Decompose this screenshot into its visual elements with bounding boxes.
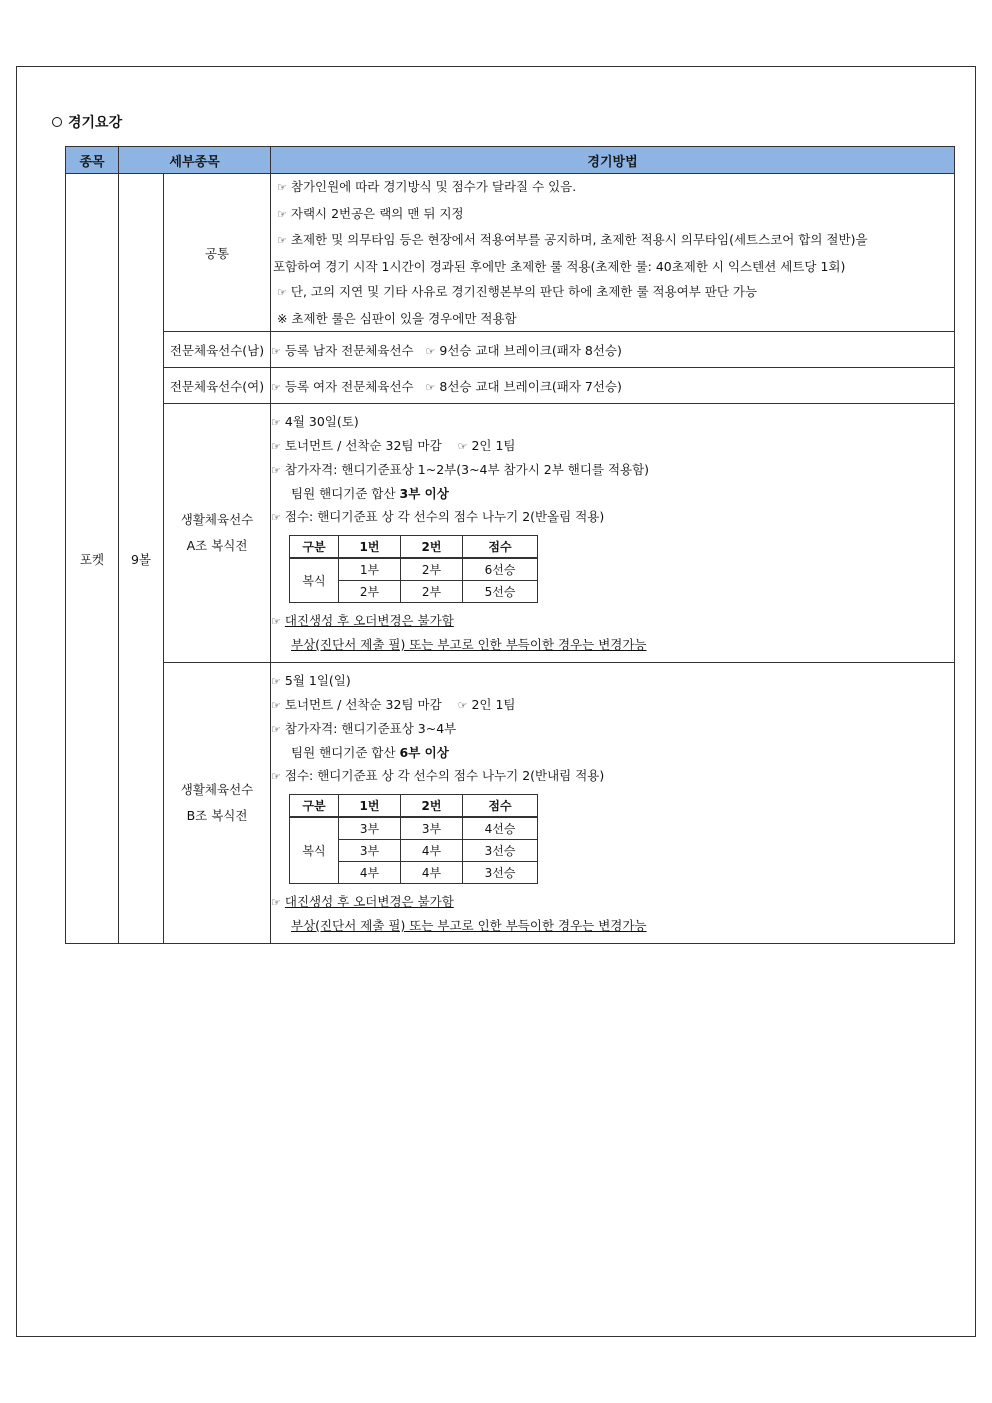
competition-table <box>65 146 955 944</box>
hand-pointer-icon: ☞ <box>457 440 468 453</box>
header-method: 경기방법 <box>271 147 955 174</box>
group-b-content <box>271 663 955 944</box>
list-item: ☞ 참가자격: 핸디기준표상 3~4부 <box>271 721 457 736</box>
table-row: 복식 1부 2부 6선승 <box>290 558 538 581</box>
hand-pointer-icon: ☞ <box>271 699 281 712</box>
hand-pointer-icon: ☞ <box>271 770 281 783</box>
score-table-b <box>289 794 538 884</box>
row-common <box>66 174 955 332</box>
list-item-continued: 부상(진단서 제출 필) 또는 부고로 인한 부득이한 경우는 변경가능 <box>291 918 647 933</box>
group-a-label: 생활체육선수 A조 복식전 <box>164 404 271 663</box>
hand-pointer-icon: ☞ <box>271 416 281 429</box>
list-item: ☞ 대진생성 후 오더변경은 불가함 <box>271 894 454 909</box>
pro-men-content: ☞ 등록 남자 전문체육선수 ☞ 9선승 교대 브레이크(패자 8선승) <box>271 332 955 368</box>
list-item: ☞ 초제한 및 의무타임 등은 현장에서 적용여부를 공지하며, 초제한 적용시 의무타임(세트스코어 합의 절반)을 <box>277 232 868 247</box>
pro-women-label: 전문체육선수(여) <box>164 368 271 404</box>
group-b-label: 생활체육선수 B조 복식전 <box>164 663 271 944</box>
list-item: ☞ 토너먼트 / 선착순 32팀 마감 ☞ 2인 1팀 <box>271 438 516 453</box>
table-row: 3부 4부 3선승 <box>290 840 538 862</box>
pro-women-content: ☞ 등록 여자 전문체육선수 ☞ 8선승 교대 브레이크(패자 7선승) <box>271 368 955 404</box>
table-row: 4부 4부 3선승 <box>290 862 538 884</box>
hand-pointer-icon: ☞ <box>271 344 281 358</box>
hand-pointer-icon: ☞ <box>271 675 281 688</box>
pro-men-label: 전문체육선수(남) <box>164 332 271 368</box>
hand-pointer-icon: ☞ <box>277 234 287 247</box>
hand-pointer-icon: ☞ <box>271 511 281 524</box>
list-item: ☞ 자랙시 2번공은 랙의 맨 뒤 지정 <box>277 205 464 221</box>
score-table-a <box>289 535 538 603</box>
hand-pointer-icon: ☞ <box>271 380 281 394</box>
row-pro-men <box>66 332 955 368</box>
list-item: ※ 초제한 룰은 심판이 있을 경우에만 적용함 <box>277 310 517 326</box>
section-title: 경기요강 <box>68 115 123 131</box>
hand-pointer-icon: ☞ <box>457 699 468 712</box>
hand-pointer-icon: ☞ <box>271 896 281 909</box>
hand-pointer-icon: ☞ <box>277 207 287 221</box>
list-item: ☞ 단, 고의 지연 및 기타 사유로 경기진행본부의 판단 하에 초제한 룰 적용여부 판단 가능 <box>277 284 758 299</box>
list-item: ☞ 점수: 핸디기준표 상 각 선수의 점수 나누기 2(반내림 적용) <box>271 768 605 783</box>
hand-pointer-icon: ☞ <box>271 440 281 453</box>
hand-pointer-icon: ☞ <box>277 181 287 194</box>
hand-pointer-icon: ☞ <box>277 286 287 299</box>
hand-pointer-icon: ☞ <box>425 344 436 358</box>
hand-pointer-icon: ☞ <box>425 380 436 394</box>
list-item: ☞ 점수: 핸디기준표 상 각 선수의 점수 나누기 2(반올림 적용) <box>271 509 605 524</box>
score-table-header: 구분 1번 2번 점수 <box>290 536 538 559</box>
list-item-continued: 포함하여 경기 시작 1시간이 경과된 후에만 초제한 룰 적용(초제한 룰: 40초제한 시 익스텐션 세트당 1회) <box>273 258 846 274</box>
row-group-b <box>66 663 955 944</box>
hand-pointer-icon: ☞ <box>271 464 281 477</box>
list-item: ☞ 4월 30일(토) <box>271 414 359 429</box>
list-item: ☞ 토너먼트 / 선착순 32팀 마감 ☞ 2인 1팀 <box>271 697 516 712</box>
row-pro-women <box>66 368 955 404</box>
list-item: ☞ 참가자격: 핸디기준표상 1~2부(3~4부 참가시 2부 핸디를 적용함) <box>271 462 650 477</box>
header-sport: 종목 <box>66 147 119 174</box>
table-header-row <box>66 147 955 174</box>
list-item-continued: 팀원 핸디기준 합산 3부 이상 <box>291 486 449 501</box>
list-item-continued: 팀원 핸디기준 합산 6부 이상 <box>291 745 449 760</box>
table-row: 2부 2부 5선승 <box>290 581 538 603</box>
hand-pointer-icon: ☞ <box>271 723 281 736</box>
header-discipline: 세부종목 <box>119 147 271 174</box>
table-row: 복식 3부 3부 4선승 <box>290 817 538 840</box>
score-table-header: 구분 1번 2번 점수 <box>290 795 538 818</box>
group-a-content <box>271 404 955 663</box>
discipline-cell: 9볼 <box>119 174 164 944</box>
list-item: ☞ 5월 1일(일) <box>271 673 351 688</box>
section-heading <box>52 112 122 132</box>
list-item-continued: 부상(진단서 제출 필) 또는 부고로 인한 부득이한 경우는 변경가능 <box>291 637 647 652</box>
common-label: 공통 <box>164 174 271 332</box>
list-item: ☞ 대진생성 후 오더변경은 불가함 <box>271 613 454 628</box>
sport-cell: 포켓 <box>66 174 119 944</box>
list-item: ☞ 참가인원에 따라 경기방식 및 점수가 달라질 수 있음. <box>277 179 577 194</box>
common-content <box>271 174 955 332</box>
hand-pointer-icon: ☞ <box>271 615 281 628</box>
circle-bullet-icon <box>52 117 62 127</box>
row-group-a <box>66 404 955 663</box>
